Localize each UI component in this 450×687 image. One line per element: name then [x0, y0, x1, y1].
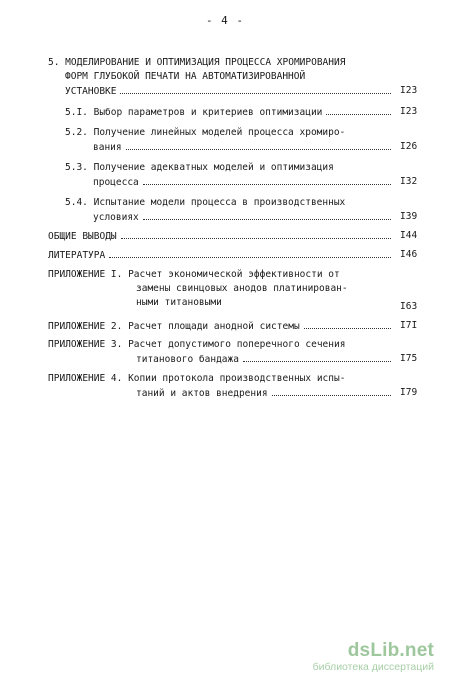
toc-5-3-line-1: 5.3. Получение адекватных моделей и оптимизация — [65, 162, 334, 173]
toc-appendix-3-line-1: ПРИЛОЖЕНИЕ 3. Расчет допустимого поперечного сечения — [48, 339, 346, 350]
toc-appendix-1-page: I63 — [400, 301, 418, 312]
toc-5-1-page: I23 — [400, 106, 418, 117]
toc-appendix-2-page: I7I — [400, 320, 418, 331]
toc-section-5-line-2: ФОРМ ГЛУБОКОЙ ПЕЧАТИ НА АВТОМАТИЗИРОВАННОЙ — [65, 71, 306, 82]
toc-section-5-line-1: 5. МОДЕЛИРОВАНИЕ И ОПТИМИЗАЦИЯ ПРОЦЕССА ХРОМИРОВАНИЯ — [48, 57, 346, 68]
toc-5-1-line-1: 5.I. Выбор параметров и критериев оптимизации — [65, 105, 395, 118]
toc-appendix-4-page: I79 — [400, 387, 418, 398]
toc-appendix-1-line-3: ными титановыми — [136, 297, 222, 308]
page-number: - 4 - — [205, 14, 245, 27]
toc-appendix-1-line-2: замены свинцовых анодов платинирован- — [136, 283, 348, 294]
toc-appendix-3-page: I75 — [400, 353, 418, 364]
toc-5-2-page: I26 — [400, 141, 418, 152]
toc-appendix-4-line-1: ПРИЛОЖЕНИЕ 4. Копии протокола производственных испы- — [48, 373, 346, 384]
toc-appendix-2: ПРИЛОЖЕНИЕ 2. Расчет площади анодной системы — [48, 319, 395, 332]
toc-5-4-line-1: 5.4. Испытание модели процесса в производственных — [65, 197, 346, 208]
toc-appendix-3-line-2: титанового бандажа — [136, 352, 395, 365]
watermark-logo: dsLib.net — [347, 640, 434, 661]
toc-5-2-line-1: 5.2. Получение линейных моделей процесса хромиро- — [65, 127, 346, 138]
toc-section-5-page: I23 — [400, 85, 418, 96]
toc-conclusions-page: I44 — [400, 230, 418, 241]
toc-5-3-line-2: процесса — [93, 175, 395, 188]
toc-section-5-line-3: УСТАНОВКЕ — [65, 84, 395, 97]
toc-5-3-page: I32 — [400, 176, 418, 187]
toc-5-2-line-2: вания — [93, 140, 395, 153]
watermark — [313, 640, 434, 673]
watermark-subtitle: библиотека диссертаций — [312, 661, 434, 673]
toc-conclusions: ОБЩИЕ ВЫВОДЫ — [48, 229, 395, 242]
toc-literature-page: I46 — [400, 249, 418, 260]
toc-appendix-1-line-1: ПРИЛОЖЕНИЕ I. Расчет экономической эффективности от — [48, 269, 340, 280]
toc-5-4-line-2: условиях — [93, 210, 395, 223]
toc-appendix-4-line-2: таний и актов внедрения — [136, 386, 395, 399]
toc-literature: ЛИТЕРАТУРА — [48, 248, 395, 261]
toc-5-4-page: I39 — [400, 211, 418, 222]
